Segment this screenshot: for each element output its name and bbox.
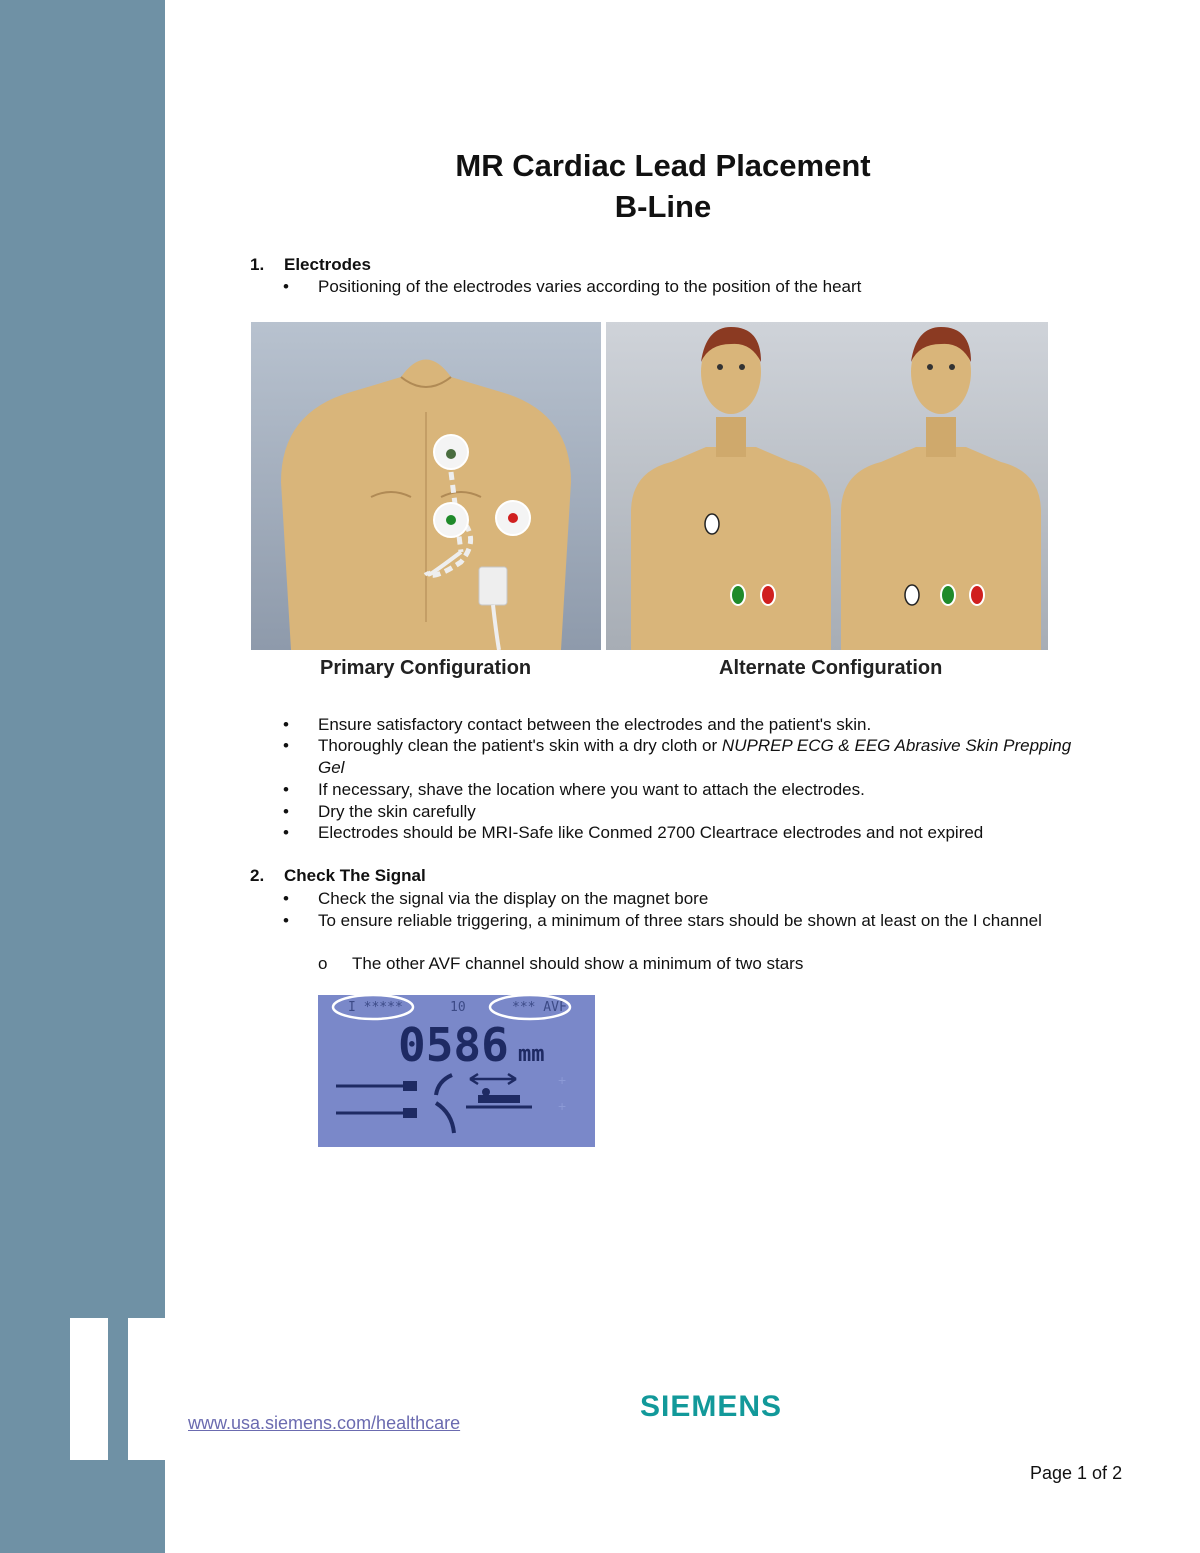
electrode-placement-figure xyxy=(251,322,1048,650)
website-link[interactable]: www.usa.siemens.com/healthcare xyxy=(188,1413,461,1433)
electrode-red xyxy=(970,585,984,605)
figure-caption-alternate: Alternate Configuration xyxy=(719,657,943,679)
bullet-dot-icon: • xyxy=(283,802,289,821)
section-title: Electrodes xyxy=(284,255,371,274)
section-number: 2. xyxy=(250,866,265,885)
patient-table-icon xyxy=(478,1095,520,1103)
bullet-dot-icon: • xyxy=(283,715,289,734)
list-item: • Check the signal via the display on the magnet bore xyxy=(283,889,709,908)
list-item: • Dry the skin carefully xyxy=(283,802,476,821)
section-title: Check The Signal xyxy=(284,866,426,885)
figure-caption-primary: Primary Configuration xyxy=(320,657,532,679)
electrode-green xyxy=(731,585,745,605)
channel-avf-stars: *** AVF xyxy=(512,1000,567,1015)
list-item: • Thoroughly clean the patient's skin with a dry cloth or NUPREP ECG & EEG Abrasive Skin Prepping Gel xyxy=(283,736,1072,777)
bullet-dot-icon: • xyxy=(283,889,289,908)
torso-alternate-1 xyxy=(631,447,831,650)
sidebar-decor-bar xyxy=(128,1318,166,1460)
bullet-dot-icon: • xyxy=(283,823,289,842)
svg-text:+: + xyxy=(558,1072,567,1088)
bullet-dot-icon: • xyxy=(283,736,289,755)
list-item: • Electrodes should be MRI-Safe like Conmed 2700 Cleartrace electrodes and not expired xyxy=(283,823,984,842)
lead-connector xyxy=(479,567,507,605)
list-item: • If necessary, shave the location where you want to attach the electrodes. xyxy=(283,780,865,799)
position-unit: mm xyxy=(518,1042,545,1067)
bullet-dot-icon: • xyxy=(283,911,289,930)
product-name: NUPREP ECG & EEG Abrasive Skin Prepping Gel xyxy=(318,736,1072,777)
page-subtitle: B-Line xyxy=(614,189,712,224)
page-number: Page 1 of 2 xyxy=(1030,1463,1123,1483)
electrode-white xyxy=(905,585,919,605)
magnet-bore-display xyxy=(318,995,595,1147)
torso-alternate-2 xyxy=(841,447,1041,650)
electrode-green xyxy=(941,585,955,605)
sub-bullet-circle-icon: o xyxy=(318,954,328,973)
section-heading-electrodes xyxy=(250,255,371,275)
page-title: MR Cardiac Lead Placement xyxy=(455,148,871,183)
section-heading-check-signal xyxy=(250,866,426,886)
bullet-dot-icon: • xyxy=(283,780,289,799)
list-item: • Ensure satisfactory contact between the electrodes and the patient's skin. xyxy=(283,715,872,734)
list-item: • Positioning of the electrodes varies according to the position of the heart xyxy=(283,277,862,296)
bullet-dot-icon: • xyxy=(283,277,289,296)
list-item: • To ensure reliable triggering, a minimum of three stars should be shown at least on the I channel xyxy=(283,911,1042,930)
sub-list-item: o The other AVF channel should show a minimum of two stars xyxy=(318,954,804,973)
position-reading: 0586 xyxy=(398,1018,509,1072)
channel-i-stars: I ***** xyxy=(348,1000,403,1015)
svg-text:+: + xyxy=(558,1098,567,1114)
electrode-red xyxy=(761,585,775,605)
scale-readout: 10 xyxy=(450,1000,466,1015)
electrode-white xyxy=(705,514,719,534)
siemens-logo: SIEMENS xyxy=(640,1390,783,1423)
sidebar-decor-bar xyxy=(70,1318,108,1460)
section-number: 1. xyxy=(250,255,265,274)
